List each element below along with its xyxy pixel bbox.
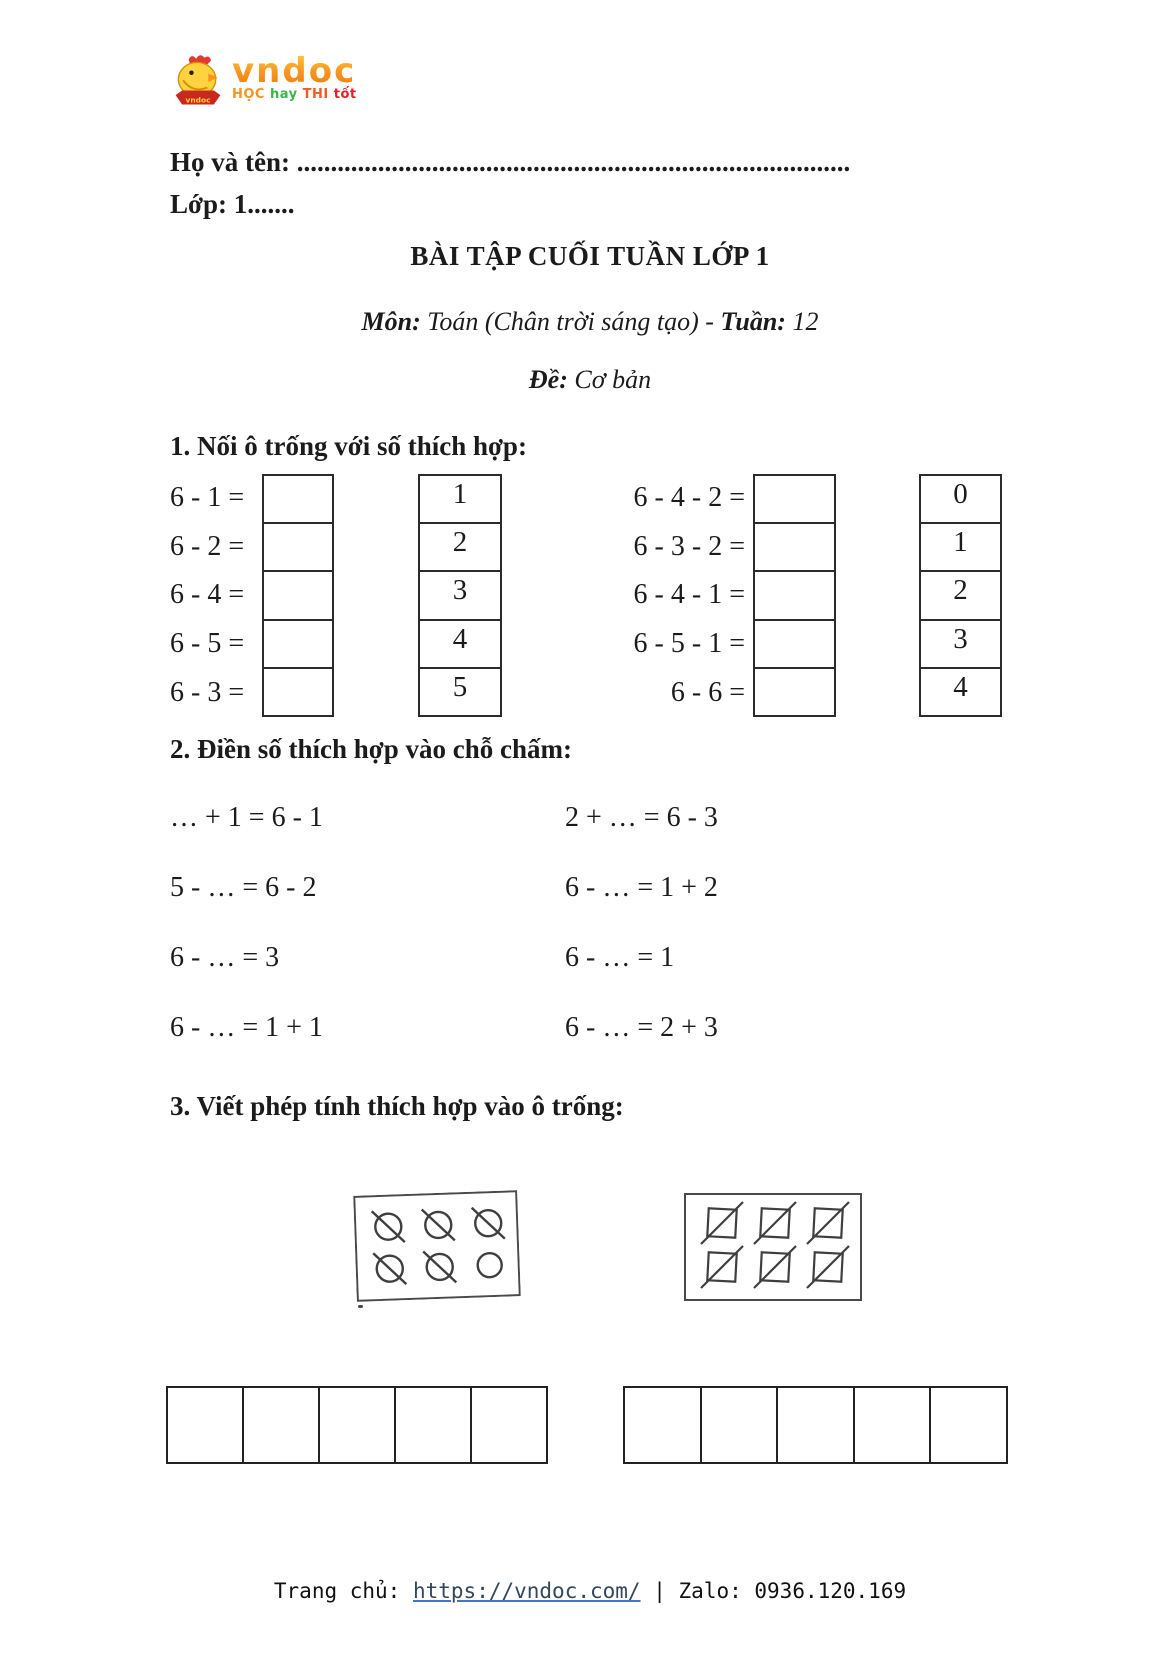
equation: 2 + … = 6 - 3 [565,802,718,833]
class-line [170,186,1010,222]
page-title: BÀI TẬP CUỐI TUẦN LỚP 1 [410,241,770,271]
section2-heading: 2. Điền số thích hợp vào chỗ chấm: [170,734,572,764]
equation: 6 - … = 1 + 1 [170,1012,323,1043]
scan-artifact-dot [358,1305,363,1308]
number-box: 1 [921,522,1000,570]
number-box: 4 [420,619,500,667]
number-box: 5 [420,667,500,715]
blank-box [755,570,834,618]
blank-box [264,619,332,667]
tagline-tot: tốt [333,87,357,102]
equation: 6 - … = 1 + 2 [565,872,718,903]
subtraction-expression: 6 - 4 = [170,579,245,611]
blank-box [755,619,834,667]
number-box: 0 [953,478,968,510]
blank-box [755,476,834,522]
page-footer [170,1577,1010,1605]
expression-column-left [170,474,250,717]
page-content [170,0,1010,1605]
student-name-line [170,144,860,180]
blank-box [264,522,332,570]
level-value: Cơ bản [574,365,652,394]
equation: 6 - … = 2 + 3 [565,1012,718,1043]
level-line [170,362,1010,398]
section3-heading: 3. Viết phép tính thích hợp vào ô trống: [170,1091,624,1121]
tagline-hoc: HỌC [232,87,265,102]
subtraction-expression: 6 - 5 - 1 = [633,628,745,660]
vndoc-logo [170,52,1010,118]
fill-in-equations [170,800,1010,1046]
blank-box [264,476,332,522]
matching-group-right [595,474,1002,717]
blank-box [755,667,834,715]
subtraction-expression: 6 - 2 = [170,530,245,562]
number-box: 2 [921,570,1000,618]
answer-cell [776,1388,853,1462]
answer-strip-right [623,1386,1008,1464]
tagline-thi: THI [302,87,329,102]
subtraction-expression: 6 - 1 = [170,482,245,514]
name-label: Họ và tên: [170,147,290,177]
home-link[interactable]: https://vndoc.com/ [412,1579,641,1603]
subtraction-expression: 6 - 6 = [670,676,745,708]
answer-cell [625,1388,700,1462]
answer-strip-left [166,1386,548,1464]
number-box: 3 [921,619,1000,667]
logo-text [232,52,357,104]
crossed-circles-figure [353,1190,521,1302]
number-boxes-column-right [919,474,1002,717]
blank-boxes-column-left [262,474,334,717]
subtraction-expression: 6 - 4 - 1 = [633,579,745,611]
logo-wordmark: vndoc [232,51,357,91]
answer-cell [929,1388,1006,1462]
blank-box [264,570,332,618]
matching-exercise [170,474,1010,717]
answer-cell [318,1388,394,1462]
matching-group-left [170,474,502,717]
footer-separator: | [653,1579,666,1603]
equation: 6 - … = 1 [565,942,675,973]
picture-figures [170,1193,1010,1308]
class-label: Lớp: 1 [170,189,248,219]
blank-box [264,667,332,715]
answer-strips [170,1386,1010,1464]
subtraction-expression: 6 - 3 = [170,676,245,708]
subject-label: Môn: [361,307,421,336]
number-box: 3 [420,570,500,618]
level-label: Đề: [528,365,568,394]
expression-column-right [595,474,745,717]
logo-tagline [232,86,357,104]
number-box: 1 [452,478,468,510]
subtraction-expression: 6 - 5 = [170,628,245,660]
answer-cell [168,1388,242,1462]
blank-box [755,522,834,570]
week-label: Tuần: [720,307,786,336]
subtraction-expression: 6 - 3 - 2 = [633,530,745,562]
crossed-squares-figure [684,1193,862,1301]
section1-heading: 1. Nối ô trống với số thích hợp: [170,431,527,461]
subject-value: Toán (Chân trời sáng tạo) - [427,307,714,336]
home-label: Trang chủ: [273,1579,401,1603]
answer-cell [394,1388,470,1462]
answer-cell [242,1388,318,1462]
class-dotted-blank: ....... [247,189,295,219]
answer-cell [853,1388,930,1462]
number-box: 2 [420,522,500,570]
mascot-banner-text: vndoc [185,95,211,105]
answer-cell [700,1388,777,1462]
subject-week-line [170,304,1010,340]
tagline-hay: hay [270,87,298,102]
equation: 6 - … = 3 [170,942,280,973]
week-value: 12 [792,307,819,336]
blank-boxes-column-right [753,474,836,717]
equation: 5 - … = 6 - 2 [170,872,317,903]
number-box: 4 [921,667,1000,715]
answer-cell [470,1388,546,1462]
circle-icon [477,1253,502,1278]
subtraction-expression: 6 - 4 - 2 = [633,482,745,514]
name-dotted-blank: .................................................................................. [296,147,851,177]
zalo-contact: Zalo: 0936.120.169 [678,1579,907,1603]
chicken-mascot-icon [170,52,226,114]
number-boxes-column-left [418,474,502,717]
equation: … + 1 = 6 - 1 [170,802,323,833]
